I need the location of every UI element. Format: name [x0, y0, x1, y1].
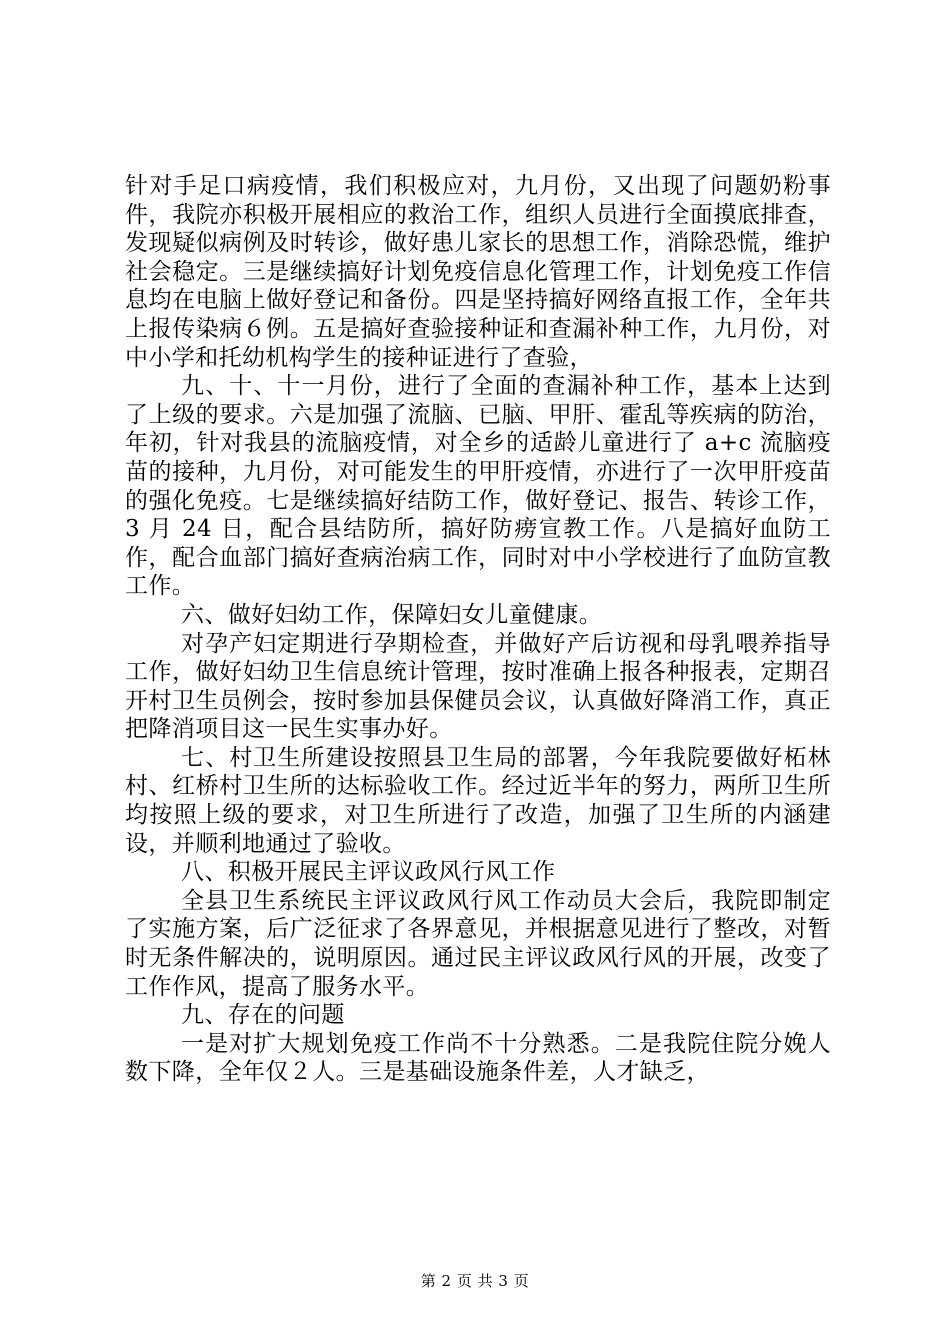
paragraph-6: 一是对扩大规划免疫工作尚不十分熟悉。二是我院住院分娩人数下降，全年仅２人。三是基础设施条件差，人才缺乏，	[125, 1030, 831, 1086]
paragraph-1: 针对手足口病疫情，我们积极应对，九月份，又出现了问题奶粉事件，我院亦积极开展相应的救治工作，组织人员进行全面摸底排查，发现疑似病例及时转诊，做好患儿家长的思想工作，消除恐慌，维护社会稳定。三是继续搞好计划免疫信息化管理工作，计划免疫工作信息均在电脑上做好登记和备份。四是坚持搞好网络直报工作，全年共上报传染病６例。五是搞好查验接种证和查漏补种工作，九月份，对中小学和托幼机构学生的接种证进行了查验，	[125, 173, 831, 371]
document-body	[125, 172, 831, 1087]
paragraph-5: 全县卫生系统民主评议政风行风工作动员大会后，我院即制定了实施方案，后广泛征求了各界意见，并根据意见进行了整改，对暂时无条件解决的，说明原因。通过民主评议政风行风的开展，改变了工作作风，提高了服务水平。	[125, 887, 831, 1000]
section-heading-8: 八、积极开展民主评议政风行风工作	[181, 859, 556, 886]
section-heading-9: 九、存在的问题	[181, 1002, 345, 1029]
paragraph-2: 九、十、十一月份，进行了全面的查漏补种工作，基本上达到了上级的要求。六是加强了流脑、已脑、甲肝、霍乱等疾病的防治，年初，针对我县的流脑疫情，对全乡的适龄儿童进行了 a+c 流脑疫苗的接种，九月份，对可能发生的甲肝疫情，亦进行了一次甲肝疫苗的强化免疫。七是继续搞好结防工作，做好登记、报告、转诊工作，3 月 24 日，配合县结防所，搞好防痨宣教工作。八是搞好血防工作，配合血部门搞好查病治病工作，同时对中小学校进行了血防宣教工作。	[125, 373, 831, 600]
paragraph-4: 七、村卫生所建设按照县卫生局的部署，今年我院要做好柘林村、红桥村卫生所的达标验收工作。经过近半年的努力，两所卫生所均按照上级的要求，对卫生所进行了改造，加强了卫生所的内涵建设，并顺利地通过了验收。	[125, 744, 831, 857]
page-footer: 第 2 页 共 3 页	[420, 1272, 530, 1290]
paragraph-3: 对孕产妇定期进行孕期检查，并做好产后访视和母乳喂养指导工作，做好妇幼卫生信息统计管理，按时准确上报各种报表，定期召开村卫生员例会，按时参加县保健员会议，认真做好降消工作，真正把降消项目这一民生实事办好。	[125, 630, 831, 743]
section-heading-6: 六、做好妇幼工作，保障妇女儿童健康。	[181, 601, 603, 628]
